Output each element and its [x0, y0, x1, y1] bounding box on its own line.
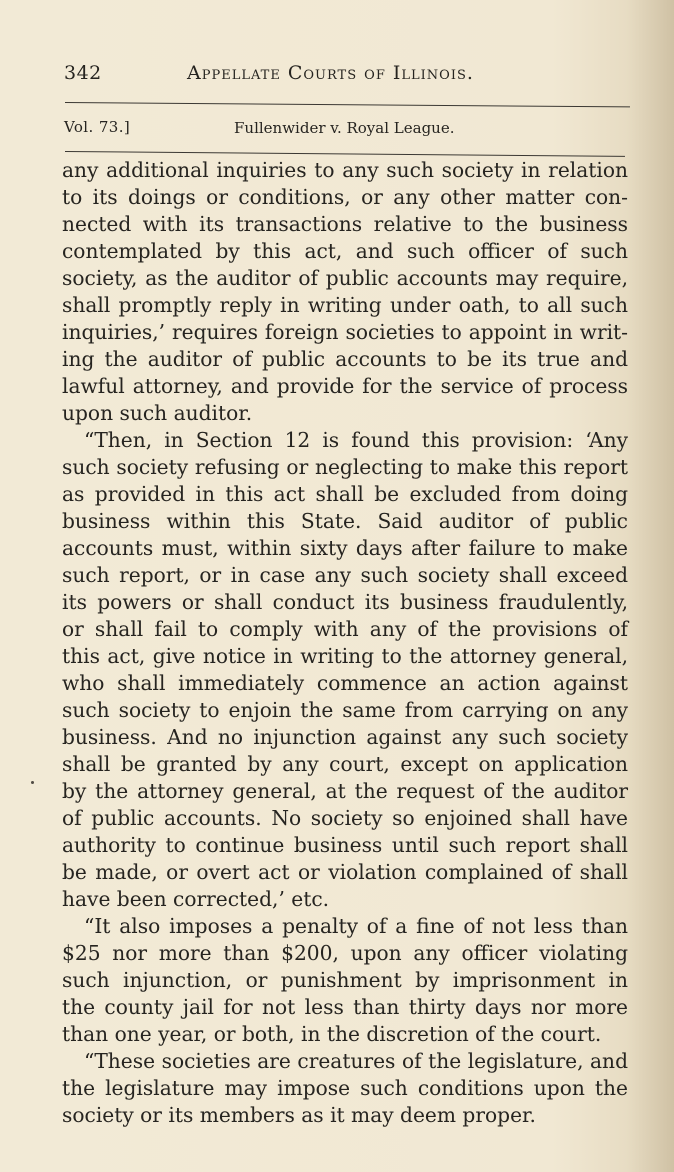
- text-line: ing the auditor of public accounts to be its true and: [62, 347, 628, 371]
- ink-speck: [31, 781, 34, 784]
- running-head: Appellate Courts of Illinois.: [187, 62, 474, 84]
- text-line: upon such auditor.: [62, 401, 253, 425]
- text-line: as provided in this act shall be excluded from doing: [62, 482, 628, 506]
- header-rule-top: [65, 102, 630, 107]
- text-line: “These societies are creatures of the legislature, and: [84, 1049, 628, 1073]
- text-line: who shall immediately commence an action against: [62, 671, 628, 695]
- text-line: than one year, or both, in the discretion of the court.: [62, 1022, 602, 1046]
- text-line: accounts must, within sixty days after failure to make: [62, 536, 628, 560]
- text-line: any additional inquiries to any such society in relation: [62, 158, 628, 182]
- text-line: by the attorney general, at the request of the auditor: [62, 779, 628, 803]
- text-line: be made, or overt act or violation complained of shall: [62, 860, 628, 884]
- volume-label: Vol. 73.]: [64, 118, 131, 136]
- case-subheader: [64, 118, 604, 142]
- page-header: [62, 58, 622, 94]
- header-rule-bottom: [65, 151, 625, 157]
- text-line: lawful attorney, and provide for the service of process: [62, 374, 628, 398]
- text-line: inquiries,’ requires foreign societies to appoint in writ-: [62, 320, 628, 344]
- text-line: such injunction, or punishment by imprisonment in: [62, 968, 628, 992]
- text-line: shall be granted by any court, except on application: [62, 752, 628, 776]
- text-line: the county jail for not less than thirty days nor more: [62, 995, 628, 1019]
- text-line: its powers or shall conduct its business fraudulently,: [62, 590, 628, 614]
- text-line: have been corrected,’ etc.: [62, 887, 330, 911]
- text-line: to its doings or conditions, or any other matter con-: [62, 185, 628, 209]
- case-name: Fullenwider v. Royal League.: [234, 119, 455, 137]
- text-line: the legislature may impose such conditions upon the: [62, 1076, 628, 1100]
- text-line: business. And no injunction against any such society: [62, 725, 628, 749]
- text-line: or shall fail to comply with any of the provisions of: [62, 617, 628, 641]
- text-line: “It also imposes a penalty of a fine of not less than: [84, 914, 628, 938]
- text-line: of public accounts. No society so enjoined shall have: [62, 806, 628, 830]
- text-line: such society to enjoin the same from carrying on any: [62, 698, 628, 722]
- text-line: such society refusing or neglecting to make this report: [62, 455, 628, 479]
- text-line: $25 nor more than $200, upon any officer violating: [62, 941, 628, 965]
- text-line: society or its members as it may deem proper.: [62, 1103, 536, 1127]
- text-line: contemplated by this act, and such officer of such: [62, 239, 628, 263]
- text-line: nected with its transactions relative to the business: [62, 212, 628, 236]
- text-line: such report, or in case any such society shall exceed: [62, 563, 628, 587]
- text-line: shall promptly reply in writing under oath, to all such: [62, 293, 628, 317]
- text-line: “Then, in Section 12 is found this provision: ‘Any: [84, 428, 628, 452]
- text-line: this act, give notice in writing to the attorney general,: [62, 644, 628, 668]
- text-line: authority to continue business until such report shall: [62, 833, 628, 857]
- text-line: business within this State. Said auditor of public: [62, 509, 628, 533]
- text-line: society, as the auditor of public accounts may require,: [62, 266, 628, 290]
- page-number: 342: [64, 62, 102, 84]
